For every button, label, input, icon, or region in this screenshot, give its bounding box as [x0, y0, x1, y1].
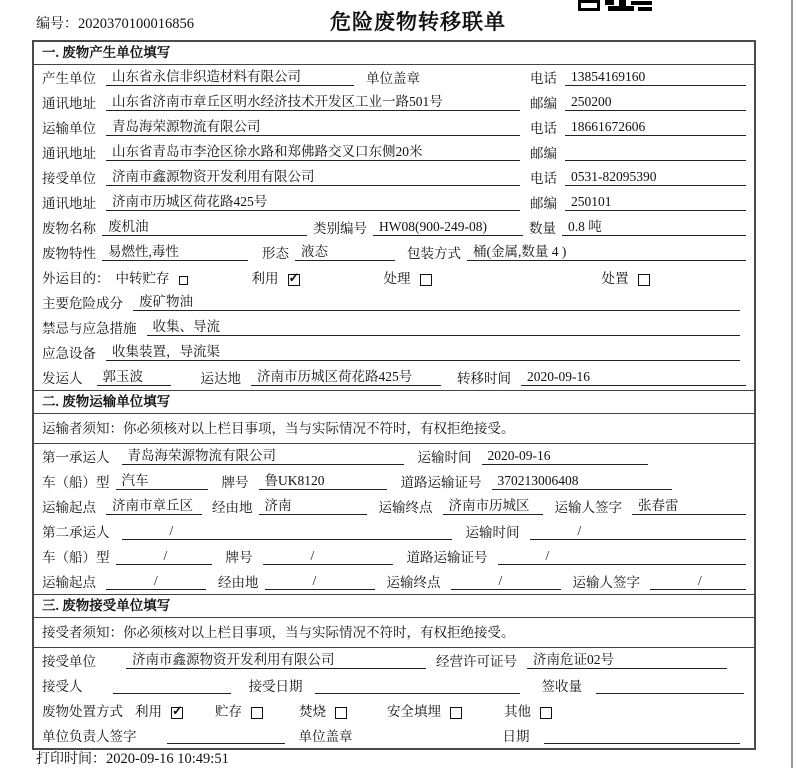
destination-value: 济南市历城区荷花路425号 — [251, 369, 441, 386]
waste-name-value: 废机油 — [102, 219, 307, 236]
license-no-value: 济南危证02号 — [527, 652, 727, 669]
transport-time1-value: 2020-09-16 — [482, 448, 648, 465]
purpose-option-treat — [384, 271, 432, 286]
page-edge-line — [791, 0, 793, 768]
row-transport-address — [34, 140, 754, 165]
row-receiver-person — [34, 673, 754, 698]
carrier-sign1-value: 张春雷 — [632, 498, 746, 515]
receive-unit-label: 接受单位 — [42, 654, 96, 669]
disposal-option-store — [215, 704, 263, 719]
row-receiver-address — [34, 190, 754, 215]
row-route1 — [34, 494, 754, 519]
row-producer-unit — [34, 65, 754, 90]
disposal-option-utilize — [135, 704, 183, 719]
receiver-unit-label: 接受单位 — [42, 171, 96, 186]
terminus1-label: 运输终点 — [378, 500, 433, 515]
row-waste-property — [34, 240, 754, 265]
waste-form-label: 形态 — [262, 246, 289, 261]
receiver-postcode-value: 250101 — [565, 194, 746, 211]
checkbox-disposal-incinerate — [335, 707, 347, 719]
sign-quantity-value — [596, 692, 744, 694]
row-main-hazard — [34, 290, 754, 315]
transfer-time-label: 转移时间 — [457, 371, 511, 386]
receiver-person-label: 接受人 — [42, 679, 83, 694]
row-emergency-equipment — [34, 340, 754, 365]
waste-property-value: 易燃性,毒性 — [102, 244, 248, 261]
sign-quantity-label: 签收量 — [541, 679, 582, 694]
purpose-option-transit-storage — [116, 271, 188, 286]
qr-code-partial-icon — [578, 0, 654, 11]
responsible-sign-value — [167, 742, 285, 744]
origin2-value: / — [106, 573, 206, 590]
receiver-postcode-label: 邮编 — [530, 196, 557, 211]
receive-date-label: 接受日期 — [248, 679, 303, 694]
via1-label: 经由地 — [212, 500, 253, 515]
road-permit1-value: 370213006408 — [492, 473, 672, 490]
carrier-sign2-value: / — [650, 573, 746, 590]
row-emergency-measures — [34, 315, 754, 340]
row-disposal-method — [34, 698, 754, 723]
row-route2 — [34, 569, 754, 594]
print-time-label: 打印时间： — [36, 752, 106, 767]
terminus2-value: / — [451, 573, 561, 590]
row-waste-name — [34, 215, 754, 240]
terminus1-value: 济南市历城区 — [443, 498, 543, 515]
category-code-label: 类别编号 — [313, 221, 367, 236]
checkbox-transit-storage — [179, 276, 188, 285]
checkbox-disposal-utilize — [171, 707, 183, 719]
section3-header: 三. 废物接受单位填写 — [34, 594, 754, 618]
row-second-carrier — [34, 519, 754, 544]
transport-unit-label: 运输单位 — [42, 121, 96, 136]
date-value — [544, 742, 741, 744]
page-title: 危险废物转移联单 — [330, 10, 506, 34]
unit-seal-label: 单位盖章 — [366, 71, 420, 86]
disposal-incinerate-label: 焚烧 — [299, 704, 326, 719]
plate-no1-value: 鲁UK8120 — [259, 473, 387, 490]
row-vehicle2 — [34, 544, 754, 569]
row-producer-address — [34, 90, 754, 115]
category-code-value: HW08(900-249-08) — [373, 219, 523, 236]
receiver-unit-seal-label: 单位盖章 — [298, 729, 353, 744]
plate-no1-label: 牌号 — [221, 475, 249, 490]
main-hazard-value: 废矿物油 — [133, 294, 740, 311]
checkbox-dispose — [638, 274, 650, 286]
first-carrier-value: 青岛海荣源物流有限公司 — [122, 448, 404, 465]
disposal-other-label: 其他 — [504, 704, 531, 719]
packaging-label: 包装方式 — [407, 246, 461, 261]
receiver-address-label: 通讯地址 — [42, 196, 96, 211]
treat-label: 处理 — [383, 271, 411, 286]
producer-address-label: 通讯地址 — [42, 96, 96, 111]
terminus2-label: 运输终点 — [386, 575, 441, 590]
disposal-store-label: 贮存 — [215, 704, 242, 719]
transport-unit-value: 青岛海荣源物流有限公司 — [106, 119, 520, 136]
second-carrier-label: 第二承运人 — [42, 525, 110, 540]
packaging-value: 桶(金属,数量 4 ) — [467, 244, 746, 261]
road-permit2-value: / — [498, 548, 747, 565]
receiver-phone-label: 电话 — [530, 171, 557, 186]
print-time-value: 2020-09-16 10:49:51 — [106, 751, 229, 767]
main-hazard-label: 主要危险成分 — [42, 296, 123, 311]
dispose-label: 处置 — [601, 271, 629, 286]
producer-phone-label: 电话 — [530, 71, 557, 86]
disposal-landfill-label: 安全填埋 — [387, 704, 441, 719]
transport-postcode-label: 邮编 — [530, 146, 557, 161]
responsible-sign-label: 单位负责人签字 — [42, 729, 137, 744]
producer-unit-value: 山东省永信非织造材料有限公司 — [106, 69, 354, 86]
waste-property-label: 废物特性 — [42, 246, 96, 261]
producer-address-value: 山东省济南市章丘区明水经济技术开发区工业一路501号 — [106, 94, 520, 111]
emergency-measures-value: 收集、导流 — [147, 319, 741, 336]
receiver-notice: 接受者须知：你必须核对以上栏目事项，当与实际情况不符时，有权拒绝接受。 — [34, 618, 754, 648]
origin2-label: 运输起点 — [42, 575, 96, 590]
purpose-option-utilize — [252, 271, 300, 286]
transport-time2-label: 运输时间 — [465, 525, 520, 540]
row-receive-unit — [34, 648, 754, 673]
row-responsible-sign — [34, 723, 754, 748]
purpose-option-dispose — [602, 271, 650, 286]
checkbox-disposal-store — [251, 707, 263, 719]
waste-name-label: 废物名称 — [42, 221, 96, 236]
print-time — [36, 748, 229, 768]
shipper-label: 发运人 — [42, 371, 83, 386]
vehicle-type1-value: 汽车 — [116, 473, 208, 490]
first-carrier-label: 第一承运人 — [42, 450, 110, 465]
row-transport-unit — [34, 115, 754, 140]
producer-postcode-value: 250200 — [565, 94, 746, 111]
producer-postcode-label: 邮编 — [530, 96, 557, 111]
row-outbound-purpose — [34, 265, 754, 290]
receive-unit-value: 济南市鑫源物资开发利用有限公司 — [126, 652, 426, 669]
quantity-value: 0.8 吨 — [562, 219, 746, 236]
transport-postcode-value — [565, 159, 746, 161]
transport-time2-value: / — [530, 523, 747, 540]
waste-form-value: 液态 — [295, 244, 395, 261]
checkbox-disposal-other — [540, 707, 552, 719]
section2-header: 二. 废物运输单位填写 — [34, 390, 754, 414]
disposal-option-landfill — [387, 704, 462, 719]
vehicle-type2-value: / — [116, 548, 212, 565]
plate-no2-label: 牌号 — [225, 550, 253, 565]
emergency-equipment-value: 收集装置，导流渠 — [106, 344, 740, 361]
transport-phone-label: 电话 — [530, 121, 557, 136]
road-permit2-label: 道路运输证号 — [406, 550, 488, 565]
disposal-option-other — [504, 704, 552, 719]
row-vehicle1 — [34, 469, 754, 494]
date-label: 日期 — [502, 729, 530, 744]
quantity-label: 数量 — [529, 221, 556, 236]
utilize-label: 利用 — [251, 271, 279, 286]
row-shipper — [34, 365, 754, 390]
disposal-option-incinerate — [299, 704, 347, 719]
transport-phone-value: 18661672606 — [565, 119, 746, 136]
purpose-label: 外运目的： — [42, 271, 110, 286]
disposal-utilize-label: 利用 — [135, 704, 162, 719]
row-receiver-unit — [34, 165, 754, 190]
transfer-form — [32, 40, 756, 750]
transit-storage-label: 中转贮存 — [115, 271, 170, 286]
disposal-method-label: 废物处置方式 — [42, 704, 123, 719]
checkbox-disposal-landfill — [450, 707, 462, 719]
section1-header: 一. 废物产生单位填写 — [34, 42, 754, 65]
road-permit1-label: 道路运输证号 — [400, 475, 482, 490]
receive-date-value — [315, 692, 520, 694]
transporter-notice: 运输者须知：你必须核对以上栏目事项，当与实际情况不符时，有权拒绝接受。 — [34, 414, 754, 444]
carrier-sign1-label: 运输人签字 — [554, 500, 622, 515]
via1-value: 济南 — [259, 498, 367, 515]
emergency-measures-label: 禁忌与应急措施 — [42, 321, 137, 336]
receiver-person-value — [113, 692, 231, 694]
serial-number — [36, 13, 194, 33]
shipper-value: 郭玉波 — [97, 369, 171, 386]
serial-value: 2020370100016856 — [78, 16, 194, 32]
vehicle-type1-label: 车（船）型 — [42, 475, 110, 490]
transport-address-value: 山东省青岛市李沧区徐水路和郑佛路交叉口东侧20米 — [106, 144, 520, 161]
origin1-label: 运输起点 — [42, 500, 96, 515]
destination-label: 运达地 — [200, 371, 241, 386]
transport-time1-label: 运输时间 — [417, 450, 472, 465]
serial-label: 编号： — [36, 17, 78, 32]
receiver-unit-value: 济南市鑫源物资开发利用有限公司 — [106, 169, 520, 186]
plate-no2-value: / — [263, 548, 393, 565]
carrier-sign2-label: 运输人签字 — [572, 575, 640, 590]
receiver-address-value: 济南市历城区荷花路425号 — [106, 194, 520, 211]
transport-address-label: 通讯地址 — [42, 146, 96, 161]
origin1-value: 济南市章丘区 — [106, 498, 202, 515]
checkbox-utilize — [288, 274, 300, 286]
row-first-carrier — [34, 444, 754, 469]
receiver-phone-value: 0531-82095390 — [565, 169, 746, 186]
producer-phone-value: 13854169160 — [565, 69, 746, 86]
vehicle-type2-label: 车（船）型 — [42, 550, 110, 565]
second-carrier-value: / — [122, 523, 452, 540]
via2-label: 经由地 — [218, 575, 259, 590]
transfer-time-value: 2020-09-16 — [521, 369, 746, 386]
checkbox-treat — [420, 274, 432, 286]
producer-unit-label: 产生单位 — [42, 71, 96, 86]
license-no-label: 经营许可证号 — [436, 654, 517, 669]
emergency-equipment-label: 应急设备 — [42, 346, 96, 361]
via2-value: / — [265, 573, 375, 590]
